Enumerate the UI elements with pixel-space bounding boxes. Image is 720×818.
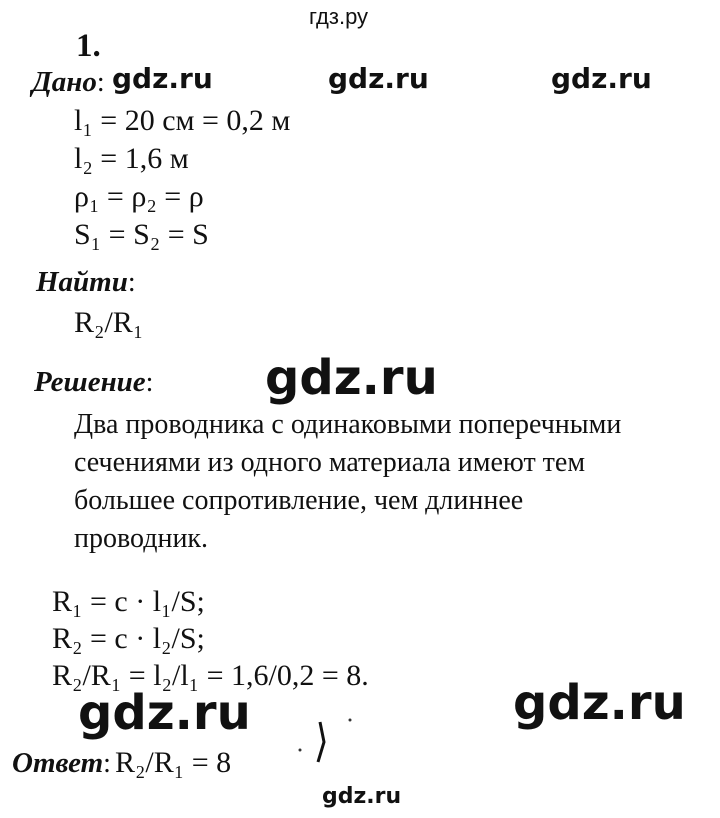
given-line-1: l₁ = 20 см = 0,2 м <box>74 104 291 137</box>
formula-1: R₁ = c · l₁/S; <box>52 585 205 618</box>
solution-colon: : <box>145 367 154 398</box>
solution-text-line-1: Два проводника с одинаковыми поперечными <box>74 409 622 440</box>
watermark-footer: gdz.ru <box>322 784 402 809</box>
watermark-header-3: gdz.ru <box>551 62 652 95</box>
find-expression: R₂/R₁ <box>74 306 144 339</box>
watermark-header-2: gdz.ru <box>328 62 429 95</box>
scan-marks <box>280 710 360 770</box>
solution-text-line-2: сечениями из одного материала имеют тем <box>74 447 586 478</box>
watermark-bottom-right: gdz.ru <box>513 675 686 731</box>
answer-row <box>12 746 231 780</box>
given-line-3: ρ₁ = ρ₂ = ρ <box>74 180 204 213</box>
formula-2: R₂ = c · l₂/S; <box>52 622 205 655</box>
given-line-4: S₁ = S₂ = S <box>74 218 209 251</box>
watermark-header-1: gdz.ru <box>112 62 213 95</box>
solution-heading <box>34 366 153 399</box>
watermark-top: гдз.ру <box>309 4 369 29</box>
answer-value: R₂/R₁ = 8 <box>114 746 232 779</box>
find-heading <box>36 266 136 299</box>
given-line-2: l₂ = 1,6 м <box>74 142 189 175</box>
given-heading <box>32 66 105 99</box>
find-colon: : <box>127 267 136 298</box>
answer-label: Ответ <box>12 747 104 779</box>
formula-3: R₂/R₁ = l₂/l₁ = 1,6/0,2 = 8. <box>52 659 369 692</box>
solution-text-line-3: большее сопротивление, чем длиннее <box>74 485 524 516</box>
answer-colon: : <box>103 748 111 779</box>
given-label: Дано <box>32 66 97 98</box>
watermark-middle: gdz.ru <box>265 350 438 406</box>
solution-label: Решение <box>34 366 146 398</box>
find-label: Найти <box>36 266 128 298</box>
given-colon: : <box>96 67 105 98</box>
watermark-bottom-left: gdz.ru <box>78 685 251 741</box>
problem-number: 1. <box>76 28 101 64</box>
solution-text-line-4: проводник. <box>74 523 209 554</box>
